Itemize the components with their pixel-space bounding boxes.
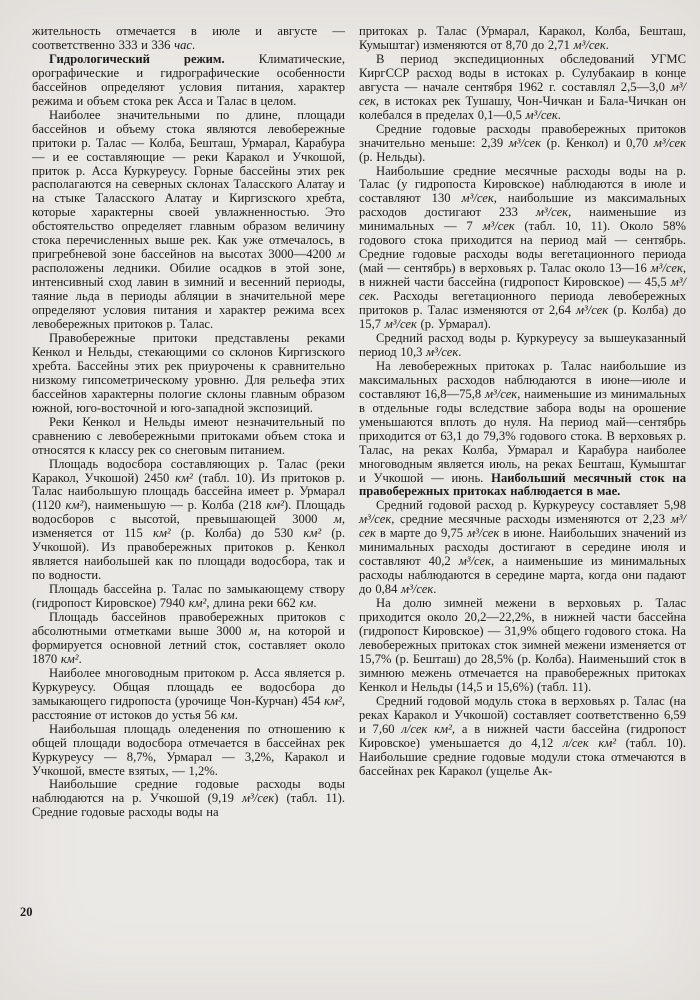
paragraph: Наибольшая площадь оледенения по отношению к общей площади водосбора отмечается в бассейнах рек Куркуреусу — 8,7%, Урмарал — 3,2%, Каракол и Учкошой, вместе взятых, — 1,2%. bbox=[32, 721, 345, 778]
paragraph: притоках р. Талас (Урмарал, Каракол, Колба, Бешташ, Кумыштаг) изменяются от 8,70 до 2,71 м³/сек. bbox=[359, 24, 686, 52]
paragraph: На долю зимней межени в верховьях р. Талас приходится около 20,2—22,2%, в нижней части бассейна (гидропост Кировское) — 31,9% общего годового стока. На левобережных притоках сток зимней межени изменяется от 15,7% (р. Бешташ) до 28,5% (р. Колба). Наименьший сток в зимнюю межень отмечается на правобережных притоках Кенкол и Нельды (14,5 и 15,6%) (табл. 11). bbox=[359, 596, 686, 694]
paragraph: Наиболее значительными по длине, площади бассейнов и объему стока являются левобережные притоки р. Талас — Колба, Бешташ, Урмарал, Карабура — и ее составляющие — реки Каракол и Учкошой, приток р. Асса Куркуреусу. Горные бассейны этих рек располагаются на северных склонах Таласского Алатау и на стыке Таласского Алатау и Киргизского хребта, которые характерны своей увлажненностью. Это обстоятельство определяет главным образом величину стока перечисленных выше рек. Как уже отмечалось, в пригребневой зоне бассейнов на высотах 3000—4200 м расположены ледники. Обилие осадков в этой зоне, интенсивный сход лавин в зимний и весенний периоды, таяние льда в периоды абляции в значительной мере определяют условия питания и характер режима всех левобережных притоков р. Талас. bbox=[32, 107, 345, 332]
paragraph: Средние годовые расходы правобережных притоков значительно меньше: 2,39 м³/сек (р. Кенкол) и 0,70 м³/сек (р. Нельды). bbox=[359, 121, 687, 164]
paragraph: Средний годовой расход р. Куркуреусу составляет 5,98 м³/сек, средние месячные расходы изменяются от 2,23 м³/сек в марте до 9,75 м³/сек в июне. Наибольших значений из минимальных расходы достигают в середине июля и составляют 40,2 м³/сек, а наименьшие из минимальных расходы наблюдаются в середине марта, когда они падают до 0,84 м³/сек. bbox=[359, 498, 686, 597]
paragraph: Гидрологический режим. Климатические, орографические и гидрографические особенности бассейнов определяют условия питания, характер режима и объем стока рек Асса и Талас в целом. bbox=[32, 51, 345, 108]
paragraph: Средний расход воды р. Куркуреусу за вышеуказанный период 10,3 м³/сек. bbox=[359, 330, 686, 359]
text-column-right bbox=[359, 25, 686, 820]
text-column-left bbox=[32, 25, 345, 820]
text-block bbox=[32, 25, 686, 820]
paragraph: Площадь бассейна р. Талас по замыкающему створу (гидропост Кировское) 7940 км², длина реки 662 км. bbox=[32, 582, 345, 611]
paragraph: На левобережных притоках р. Талас наибольшие из максимальных расходов наблюдаются в июне—июле и составляют 16,8—75,8 м³/сек, наименьшие из минимальных в отдельные годы вследствие забора воды на орошение уменьшаются вплоть до нуля. На период май—сентябрь приходится от 63,1 до 79,3% годового стока. В верховьях р. Талас, на реках Колба, Урмарал и Карабура наиболее многоводным является июль, на реках Бешташ, Кумыштаг и Учкошой — июнь. Наибольший месячный сток на правобережных притоках наблюдается в мае. bbox=[359, 358, 687, 499]
paragraph: Средний годовой модуль стока в верховьях р. Талас (на реках Каракол и Учкошой) составляет соответственно 6,59 и 7,60 л/сек км², а в нижней части бассейна (гидропост Кировское) уменьшается до 4,12 л/сек км² (табл. 10). Наибольшие средние годовые модули стока отмечаются в бассейнах рек Каракол (ущелье Ак- bbox=[359, 693, 687, 778]
paragraph: жительность отмечается в июле и августе — соответственно 333 и 336 час. bbox=[32, 24, 345, 52]
paragraph: В период экспедиционных обследований УГМС КиргССР расход воды в истоках р. Сулубакаир в конце августа — начале сентября 1962 г. составлял 2,5—3,0 м³/сек, в истоках рек Тушашу, Чон-Чичкан и Бала-Чичкан он колебался в пределах 0,1—0,5 м³/сек. bbox=[359, 51, 686, 122]
paragraph: Площадь бассейнов правобережных притоков с абсолютными отметками выше 3000 м, на которой и формируется основной летний сток, составляет около 1870 км². bbox=[32, 610, 345, 666]
page-number: 20 bbox=[20, 905, 33, 919]
paragraph: Реки Кенкол и Нельды имеют незначительный по сравнению с левобережными притоками объем стока и относятся к классу рек со снеговым питанием. bbox=[32, 414, 345, 457]
paragraph: Наибольшие средние годовые расходы воды наблюдаются на р. Учкошой (9,19 м³/сек) (табл. 11). Средние годовые расходы воды на bbox=[32, 777, 345, 820]
paragraph: Площадь водосбора составляющих р. Талас (реки Каракол, Учкошой) 2450 км² (табл. 10). Из притоков р. Талас наибольшую площадь бассейна имеет р. Урмарал (1120 км²), наименьшую — р. Колба (218 км²). Площадь водосборов с высотой, превышающей 3000 м, изменяется от 115 км² (р. Колба) до 530 км² (р. Учкошой). Из правобережных притоков р. Кенкол является наибольшей как по площади водосбора, так и по водности. bbox=[32, 456, 346, 583]
paragraph: Наибольшие средние месячные расходы воды на р. Талас (у гидропоста Кировское) наблюдаются в июле и составляют 130 м³/сек, наибольшие из максимальных расходов достигают 233 м³/сек, наименьшие из минимальных — 7 м³/сек (табл. 10, 11). Около 58% годового стока приходится на период май — сентябрь. Средние годовые расходы воды вегетационного периода (май — сентябрь) в верховьях р. Талас около 13—16 м³/сек, в нижней части бассейна (гидропост Кировское) — 45,5 м³/сек. Расходы вегетационного периода левобережных притоков р. Талас изменяются от 2,64 м³/сек (р. Колба) до 15,7 м³/сек (р. Урмарал). bbox=[359, 163, 687, 332]
paragraph: Правобережные притоки представлены реками Кенкол и Нельды, стекающими со склонов Киргизского хребта. Бассейны этих рек приурочены к сравнительно низкому гипсометрическому уровню. Для рельефа этих бассейнов характерны пологие склоны главным образом южной, юго-восточной и юго-западной экспозиций. bbox=[32, 330, 345, 415]
paragraph: Наиболее многоводным притоком р. Асса является р. Куркуреусу. Общая площадь ее водосбора до замыкающего гидропоста (урочище Чон-Курчан) 454 км², расстояние от истоков до устья 56 км. bbox=[32, 665, 345, 722]
